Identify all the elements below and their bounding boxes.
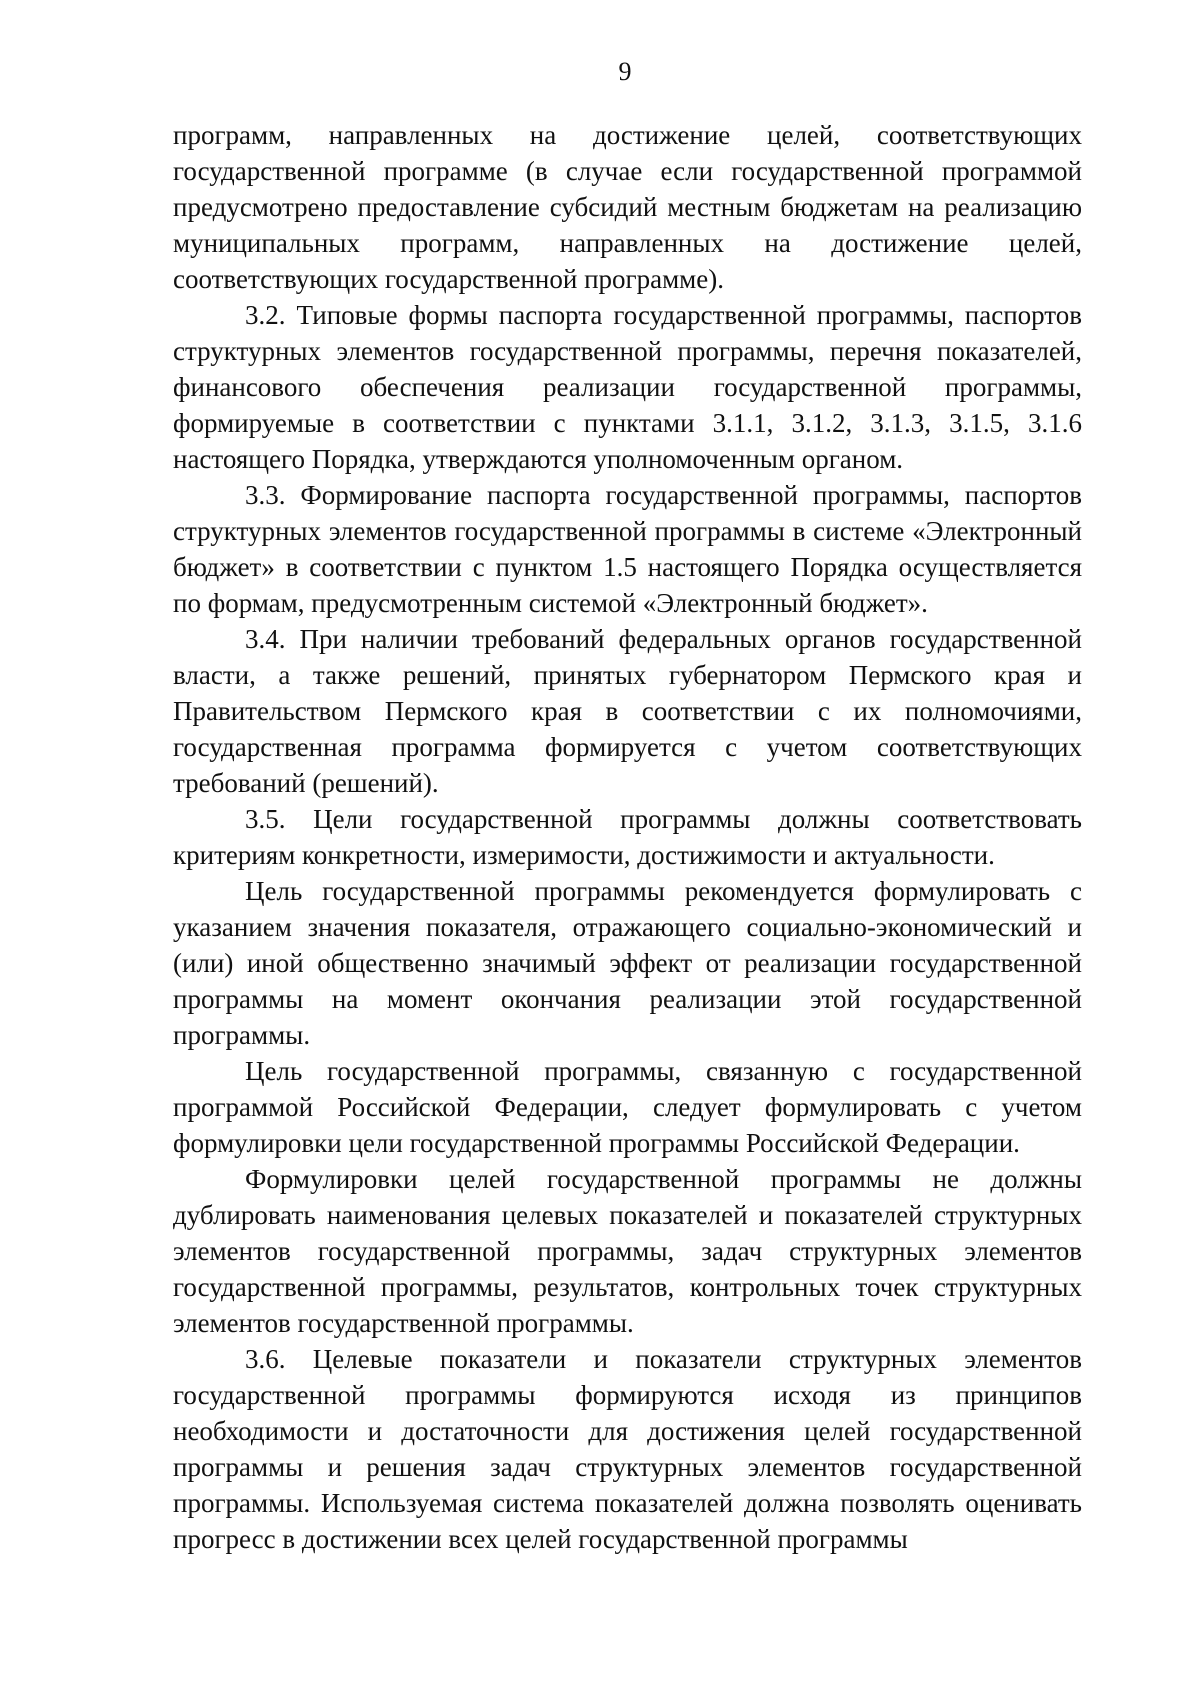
document-body [173, 117, 1082, 1557]
paragraph-goal-formulation: Цель государственной программы рекомендуется формулировать с указанием значения показателя, отражающего социально-экономический и (или) иной общественно значимый эффект от реализации государственной программы на момент окончания реализации этой государственной программы. [173, 876, 1082, 1050]
page-number: 9 [618, 57, 632, 86]
paragraph-goal-wording: Формулировки целей государственной программы не должны дублировать наименования целевых показателей и показателей структурных элементов государственной программы, задач структурных элементов государственной программы, результатов, контрольных точек структурных элементов государственной программы. [173, 1164, 1082, 1338]
paragraph-3-2: 3.2. Типовые формы паспорта государственной программы, паспортов структурных элементов государственной программы, перечня показателей, финансового обеспечения реализации государственной программы, формируемые в соответствии с пунктами 3.1.1, 3.1.2, 3.1.3, 3.1.5, 3.1.6 настоящего Порядка, утверждаются уполномоченным органом. [173, 300, 1082, 474]
paragraph-3-6: 3.6. Целевые показатели и показатели структурных элементов государственной программы формируются исходя из принципов необходимости и достаточности для достижения целей государственной программы и решения задач структурных элементов государственной программы. Используемая система показателей должна позволять оценивать прогресс в достижении всех целей государственной программы [173, 1344, 1082, 1554]
paragraph-3-4: 3.4. При наличии требований федеральных органов государственной власти, а также решений, принятых губернатором Пермского края и Правительством Пермского края в соответствии с их полномочиями, государственная программа формируется с учетом соответствующих требований (решений). [173, 624, 1082, 798]
paragraph-goal-federal: Цель государственной программы, связанную с государственной программой Российской Федерации, следует формулировать с учетом формулировки цели государственной программы Российской Федерации. [173, 1056, 1082, 1158]
paragraph-continuation: программ, направленных на достижение целей, соответствующих государственной программе (в случае если государственной программой предусмотрено предоставление субсидий местным бюджетам на реализацию муниципальных программ, направленных на достижение целей, соответствующих государственной программе). [173, 120, 1082, 294]
paragraph-3-3: 3.3. Формирование паспорта государственной программы, паспортов структурных элементов государственной программы в системе «Электронный бюджет» в соответствии с пунктом 1.5 настоящего Порядка осуществляется по формам, предусмотренным системой «Электронный бюджет». [173, 480, 1082, 618]
paragraph-3-5: 3.5. Цели государственной программы должны соответствовать критериям конкретности, измеримости, достижимости и актуальности. [173, 804, 1082, 870]
